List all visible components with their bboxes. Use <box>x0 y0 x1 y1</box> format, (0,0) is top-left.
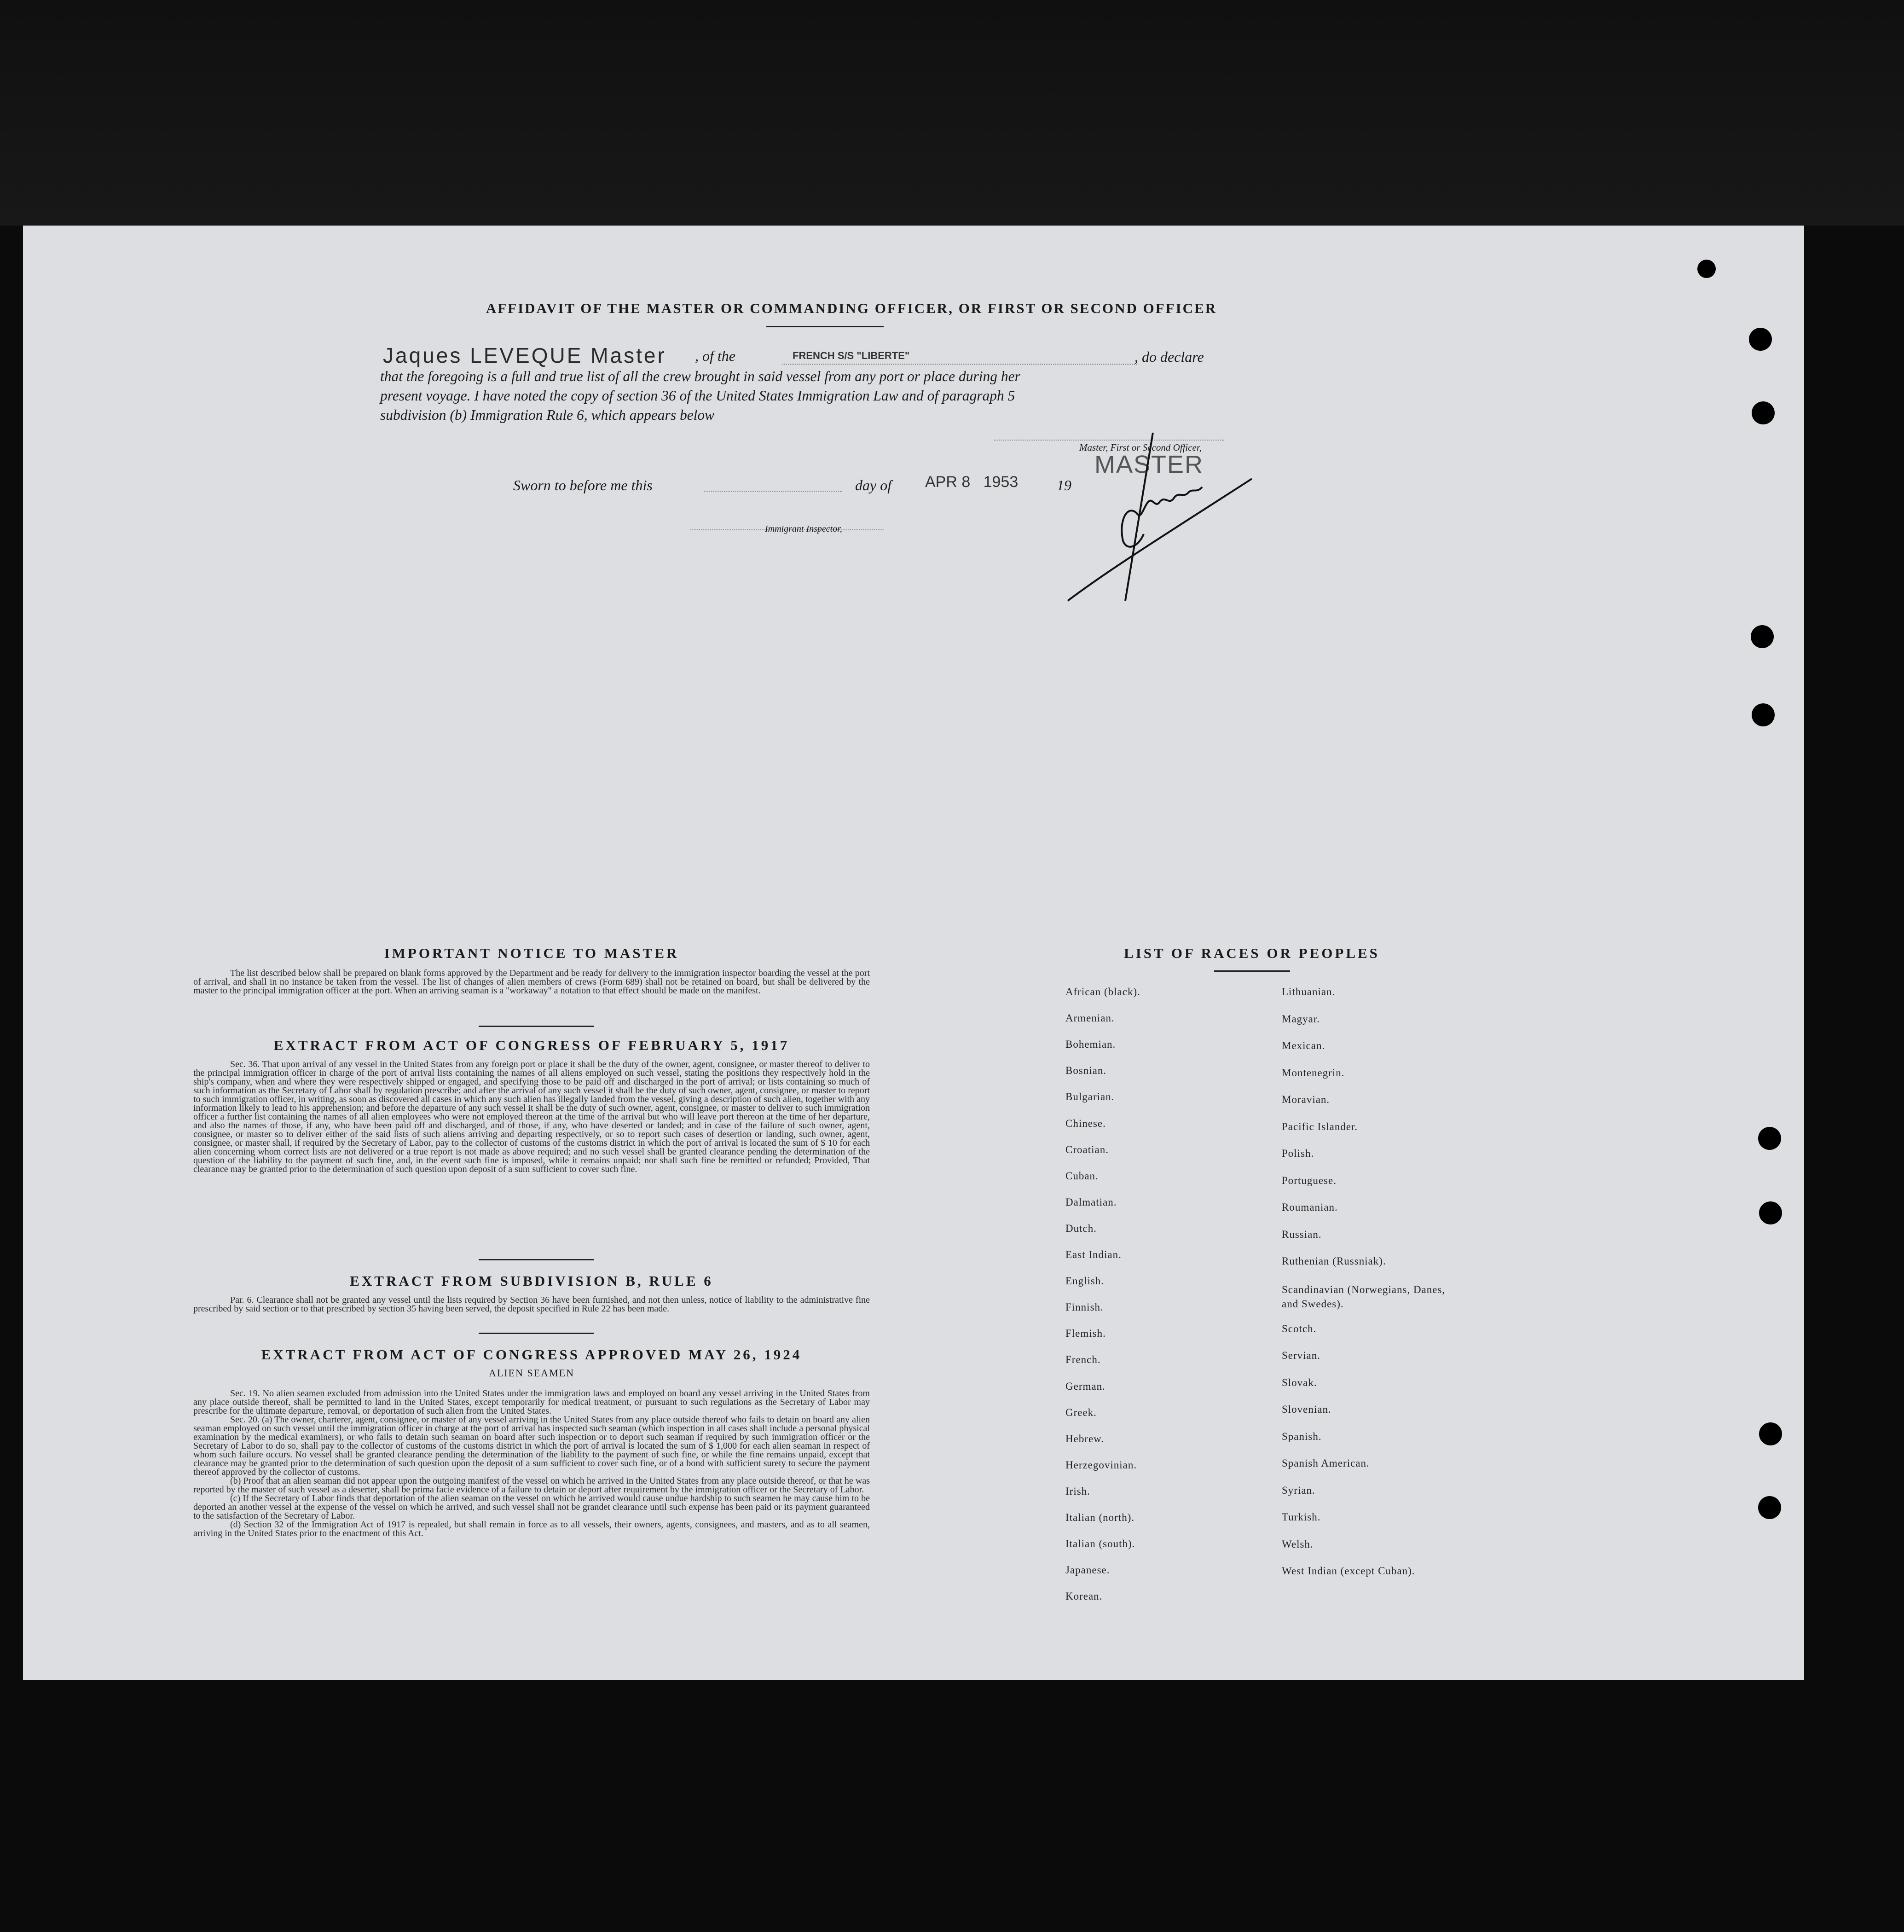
notice-text <box>193 969 870 995</box>
do-declare-label: , do declare <box>1134 348 1204 365</box>
race-item: Scotch. <box>1282 1323 1317 1334</box>
inspector-label: Immigrant Inspector, <box>765 524 842 534</box>
extract-rule6-text <box>193 1296 870 1313</box>
race-item: Pacific Islander. <box>1282 1121 1358 1132</box>
race-item: Greek. <box>1065 1407 1097 1418</box>
race-item: Dalmatian. <box>1065 1196 1117 1208</box>
sworn-day-line <box>704 491 842 492</box>
punch-hole <box>1758 1127 1781 1150</box>
sworn-label: Sworn to before me this <box>513 477 653 493</box>
race-item: Servian. <box>1282 1350 1321 1361</box>
master-name: Jaques LEVEQUE Master <box>383 343 666 367</box>
race-item: Moravian. <box>1282 1094 1330 1105</box>
race-item: Bosnian. <box>1065 1065 1107 1076</box>
punch-hole <box>1697 260 1716 278</box>
extract-rule6-heading: EXTRACT FROM SUBDIVISION B, RULE 6 <box>350 1273 713 1289</box>
race-item: West Indian (except Cuban). <box>1282 1565 1415 1577</box>
race-item: Montenegrin. <box>1282 1067 1345 1079</box>
extract-1924-sec20a: Sec. 20. (a) The owner, charterer, agent, consignee, or master of any vessel arriving in the United States from any place outside thereof who fails to detain on board any alien seaman employed on such vessel until the immigration officer in charge at the port of arrival has inspected such seaman (which inspection in all cases shall include a personal physical examination by the medical examiners), or who fails to detain such seaman on board after such inspection or to deport such seaman if required by such immigration officer or the Secretary of Labor to do so, shall pay to the collector of customs of the customs district in which the port of arrival is located the sum of $ 1,000 for each alien seaman in respect of whom such failure occurs. No vessel shall be granted clearance pending the determination of the liability to the payment of such fine, or while the fine remains unpaid, except that clearance may be granted prior to the determination of such question upon the deposit of a sum sufficient to cover such fine, or of a bond with sufficient surety to secure the payment thereof approved by the collector of customs. <box>193 1415 870 1477</box>
day-of-label: day of <box>855 477 892 493</box>
race-item: Ruthenian (Russniak). <box>1282 1255 1386 1267</box>
race-item: French. <box>1065 1354 1101 1365</box>
race-item: East Indian. <box>1065 1249 1122 1260</box>
punch-hole <box>1758 1496 1781 1519</box>
vessel-underline <box>782 364 1137 365</box>
section-rule <box>479 1259 594 1260</box>
race-item: Roumanian. <box>1282 1201 1338 1213</box>
section-rule <box>479 1026 594 1027</box>
race-item: Turkish. <box>1282 1511 1321 1523</box>
extract-1924-sec20d: (d) Section 32 of the Immigration Act of 1917 is repealed, but shall remain in force as to all vessels, their owners, agents, consignees, and masters, and as to all seamen, arriving in the United States prior to the enactment of this Act. <box>193 1520 870 1538</box>
race-item: Korean. <box>1065 1590 1103 1602</box>
race-item: Flemish. <box>1065 1328 1106 1339</box>
race-item: Finnish. <box>1065 1301 1104 1313</box>
race-item: African (black). <box>1065 986 1140 998</box>
punch-hole <box>1752 401 1775 424</box>
race-item: Bulgarian. <box>1065 1091 1115 1102</box>
race-item: Scandinavian (Norwegians, Danes, and Swedes). <box>1282 1284 1446 1310</box>
punch-hole <box>1759 1201 1782 1224</box>
extract-1917-paragraph: Sec. 36. That upon arrival of any vessel in the United States from any foreign port or place it shall be the duty of the owner, agent, consignee, or master thereof to deliver to the principal immigration officer in charge of the port of arrival lists containing the names of all aliens employed on such vessel, stating the positions they respectively hold in the ship's company, when and where they were respectively shipped or engaged, and specifying those to be paid off and discharged in the port of arrival; or lists containing so much of such information as the Secretary of Labor shall by regulation prescribe; and after the arrival of any such vessel it shall be the duty of such owner, agent, consignee, or master to report to such immigration officer, in writing, as soon as discovered all cases in which any such alien has illegally landed from the vessel, giving a description of such alien, together with any information likely to lead to his apprehension; and before the departure of any such vessel it shall be the duty of such owner, agent, consignee, or master to deliver to such immigration officer a further list containing the names of all alien employees who were not employed thereon at the time of the arrival but who will leave port thereon at the time of her departure, and also the names of those, if any, who have been paid off and discharged, and of those, if any, who have deserted or landed; and in case of the failure of such owner, agent, consignee, or master so to deliver either of the said lists of such aliens arriving and departing respectively, or so to report such cases of desertion or landing, such owner, agent, consignee, or master shall, if required by the Secretary of Labor, pay to the collector of customs of the customs district in which the port of arrival is located the sum of $ 10 for each alien concerning whom correct lists are not delivered or a true report is not made as above required; and no such vessel shall be granted clearance pending the determination of the question of the liability to the payment of such fine, and, in the event such fine is imposed, while it remains unpaid; nor shall such fine be remitted or refunded; Provided, That clearance may be granted prior to the determination of such question upon deposit of a sum sufficient to cover such fine. <box>193 1059 870 1174</box>
race-item: Irish. <box>1065 1485 1090 1497</box>
officer-label: Master, First or Second Officer, <box>1079 442 1202 453</box>
notice-heading: IMPORTANT NOTICE TO MASTER <box>384 945 679 961</box>
race-item: Spanish American. <box>1282 1457 1370 1469</box>
microfilm-border <box>0 0 1904 226</box>
declaration-line-4: subdivision (b) Immigration Rule 6, which appears below <box>380 407 715 423</box>
race-item: Russian. <box>1282 1229 1322 1240</box>
race-item: Lithuanian. <box>1282 986 1336 998</box>
race-item: Portuguese. <box>1282 1175 1337 1186</box>
punch-hole <box>1751 625 1774 648</box>
race-item: Herzegovinian. <box>1065 1459 1137 1471</box>
race-item: Chinese. <box>1065 1118 1106 1129</box>
race-item: Italian (north). <box>1065 1512 1135 1523</box>
race-item: Slovenian. <box>1282 1404 1331 1415</box>
extract-1917-text <box>193 1060 870 1174</box>
extract-1917-heading: EXTRACT FROM ACT OF CONGRESS OF FEBRUARY 5, 1917 <box>273 1037 790 1053</box>
race-item: Japanese. <box>1065 1564 1110 1576</box>
extract-rule6-paragraph: Par. 6. Clearance shall not be granted any vessel until the lists required by Section 36 have been furnished, and not then unless, notice of liability to the administrative fine prescribed by said section or to that prescribed by section 35 having been served, the deposit specified in Rule 22 has been made. <box>193 1295 870 1314</box>
master-signature <box>1059 428 1266 608</box>
race-item: Magyar. <box>1282 1013 1320 1025</box>
races-heading: LIST OF RACES OR PEOPLES <box>1124 945 1380 961</box>
affidavit-heading: AFFIDAVIT OF THE MASTER OR COMMANDING OFFICER, OR FIRST OR SECOND OFFICER <box>486 300 1217 316</box>
race-item: German. <box>1065 1381 1105 1392</box>
race-item: Polish. <box>1282 1148 1314 1159</box>
race-item: Spanish. <box>1282 1431 1322 1442</box>
punch-hole <box>1752 703 1775 726</box>
extract-1924-text <box>193 1389 870 1538</box>
master-stamp: MASTER <box>1094 451 1204 478</box>
heading-rule <box>766 326 884 327</box>
year-prefix: 19 <box>1057 477 1071 493</box>
race-item: Welsh. <box>1282 1538 1314 1550</box>
race-item: Syrian. <box>1282 1485 1315 1496</box>
punch-hole <box>1749 328 1772 351</box>
extract-1924-sec20b: (b) Proof that an alien seaman did not appear upon the outgoing manifest of the vessel on which he arrived in the United States from any place outside thereof, or that he was reported by the master of such vessel as a deserter, shall be prima facie evidence of a failure to detain or deport after requirement by the immigration officer or the Secretary of Labor. <box>193 1476 870 1495</box>
of-the-label: , of the <box>695 348 735 364</box>
race-item: Armenian. <box>1065 1012 1115 1024</box>
section-rule <box>479 1333 594 1334</box>
race-item: Italian (south). <box>1065 1538 1135 1549</box>
declaration-line-2: that the foregoing is a full and true list of all the crew brought in said vessel from any port or place during her <box>380 368 1020 384</box>
date-stamp: APR 8 1953 <box>925 473 1019 491</box>
race-item: Hebrew. <box>1065 1433 1105 1445</box>
extract-1924-heading: EXTRACT FROM ACT OF CONGRESS APPROVED MAY 26, 1924 <box>261 1346 802 1363</box>
race-item: Slovak. <box>1282 1377 1317 1388</box>
notice-paragraph: The list described below shall be prepared on blank forms approved by the Department and be ready for delivery to the immigration inspector boarding the vessel at the port of arrival, and shall in no instance be taken from the vessel. The list of changes of alien members of crews (Form 689) shall not be retained on board, but shall be delivered by the master to the principal immigration officer at the port. When an arriving seaman is a "workaway" a notation to that effect should be made on the manifest. <box>193 968 870 996</box>
race-item: Dutch. <box>1065 1223 1097 1234</box>
race-item: Cuban. <box>1065 1170 1099 1182</box>
races-rule <box>1214 970 1290 972</box>
race-item: Bohemian. <box>1065 1039 1116 1050</box>
race-item: English. <box>1065 1275 1105 1287</box>
race-item: Mexican. <box>1282 1040 1325 1051</box>
extract-1924-sec20c: (c) If the Secretary of Labor finds that deportation of the alien seaman on the vessel on which he arrived would cause undue hardship to such seamen he may cause him to be deported an another vessel at the expense of the vessel on which he arrived, and such vessel shall not be grandet clearance until such expense has been paid or its payment guaranteed to the satisfaction of the Secretary of Labor. <box>193 1493 870 1521</box>
race-item: Croatian. <box>1065 1144 1109 1155</box>
punch-hole <box>1759 1422 1782 1445</box>
declaration-line-3: present voyage. I have noted the copy of section 36 of the United States Immigration Law and of paragraph 5 <box>380 388 1015 404</box>
vessel-name-stamp: FRENCH S/S "LIBERTE" <box>793 350 910 361</box>
extract-1924-sec19: Sec. 19. No alien seamen excluded from admission into the United States under the immigration laws and employed on board any vessel arriving in the United States from any place outside thereof, shall be permitted to land in the United States, except temporarily for medical treatment, or pursuant to such regulations as the Secretary of Labor may prescribe for the ultimate departure, removal, or deportation of such alien from the United States. <box>193 1388 870 1416</box>
alien-seamen-subheading: ALIEN SEAMEN <box>489 1367 574 1379</box>
